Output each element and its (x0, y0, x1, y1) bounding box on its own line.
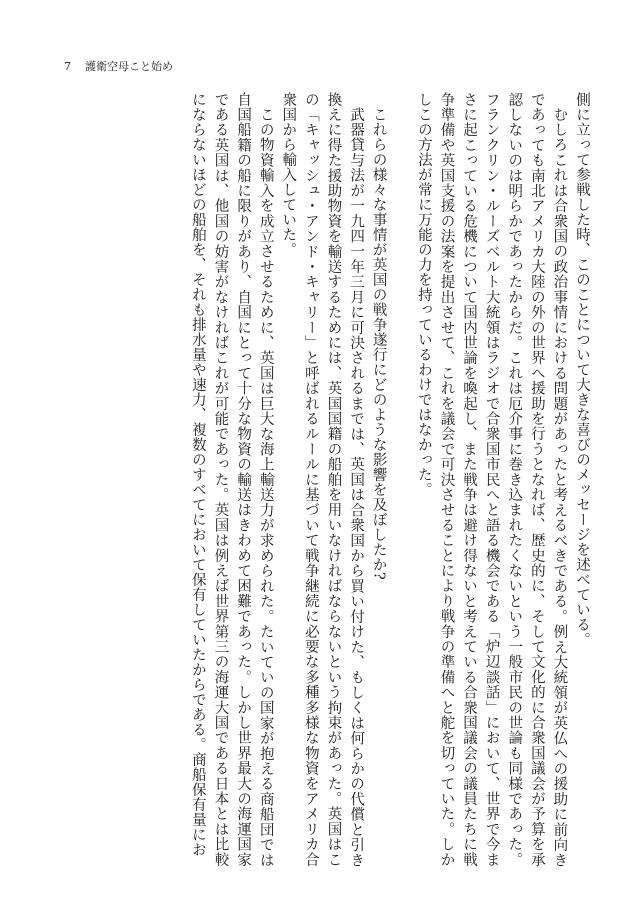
paragraph-5: この物資輸入を成立させるために、英国は巨大な海上輸送力が求められた。たいていの国家が抱える商船団では自国船籍の船に限りがあり、自国にとって十分な物資の輸送はきわめて困難であった。しかし世界最大の海運国家である英国は、他国の妨害がなければこれが可能であった。英国は例えば世界第三の海運大国である日本とは比較にならないほどの船舶を、それも排水量や速力、複数のすべてにおいて保有していたからである。商船保有量にお (189, 92, 274, 868)
paragraph-1: 側に立って参戦した時、このことについて大きな喜びのメッセージを述べている。 (574, 92, 590, 647)
running-header (64, 60, 173, 74)
running-title: 護衛空母こと始め (85, 60, 173, 73)
page-number: 7 (64, 60, 71, 73)
paragraph-3: これらの様々な事情が英国の戦争遂行にどのような影響を及ぼしたか? (370, 106, 387, 580)
section-break (390, 92, 413, 867)
paragraph-2: むしろこれは合衆国の政治事情における問題があったと考えるべきである。例え大統領が英仏への援助に前向きであっても南北アメリカ大陸の外の世界へ援助を行うとなれば、歴史的に、そして文化的に合衆国議会が予算を承認しないのは明らかであったからだ。これは厄介事に巻き込まれたくないという一般市民の世論も同様であった。フランクリン・ルーズベルト大統領はラジオで合衆国市民へと語る機会である「炉辺談話」において、世界で今まさに起こっている危機について国内世論を喚起し、また戦争は避け得ないと考えている合衆国議会の議員たちに戦争準備や英国支援の法案を提出させて、これを議会で可決させることにより戦争の準備へと舵を切っていた。しかしこの方法が常に万能の力を持っているわけではなかった。 (415, 92, 568, 868)
vertical-text-body (118, 92, 593, 867)
paragraph-4: 武器貸与法が一九四一年三月に可決されるまでは、英国は合衆国から買い付けた、もしくは何らかの代償と引き換えに得た援助物資を輸送するためには、英国国籍の船舶を用いなければならないという拘束があった。英国はこの「キャッシュ・アンド・キャリー」と呼ばれるルールに基づいて戦争継続に必要な多種多様な物資をアメリカ合衆国から輸入していた。 (280, 92, 365, 868)
